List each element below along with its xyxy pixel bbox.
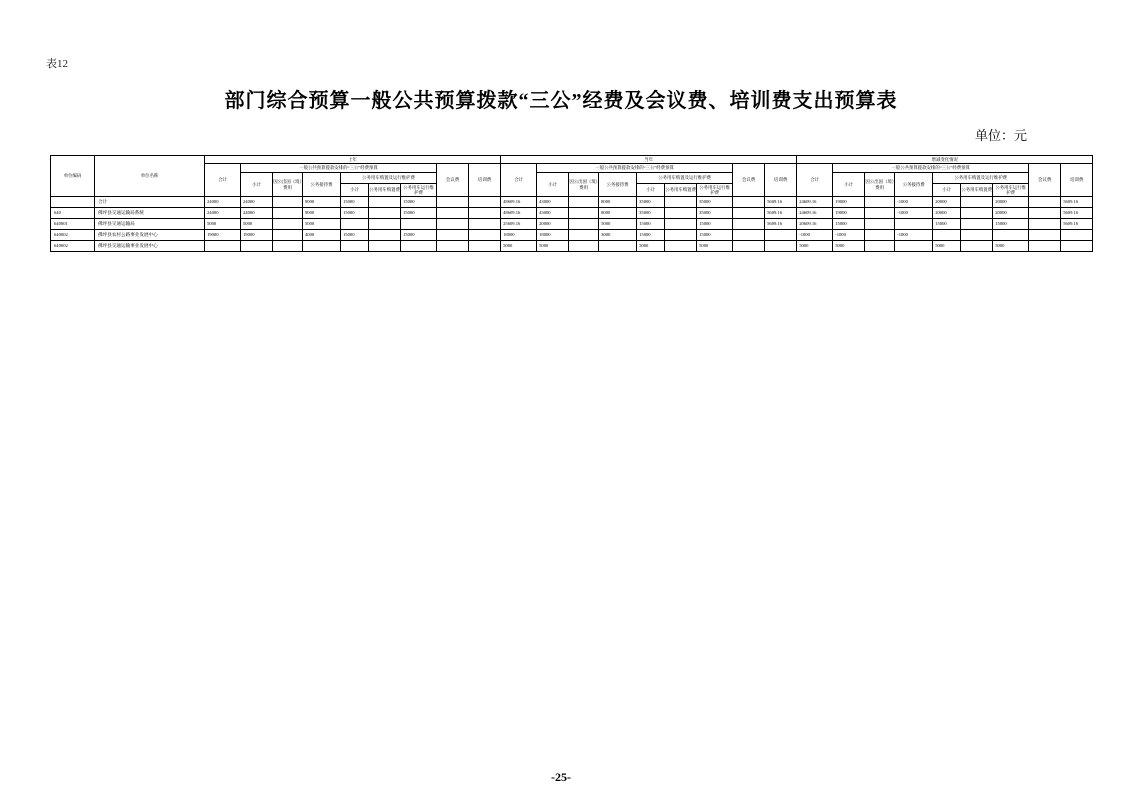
cell-chg-vehicle-sub — [933, 230, 961, 241]
cell-cur-meeting — [733, 197, 765, 208]
cell-prev-total — [205, 241, 241, 252]
header-cur-sangong: 一般公共预算拨款安排的“三公”经费预算 — [537, 164, 733, 173]
cell-cur-training: 5609.16 — [765, 208, 797, 219]
cell-chg-total: -1000 — [797, 230, 833, 241]
header-unit-code: 单位编码 — [51, 156, 95, 197]
cell-cur-reception: 3000 — [599, 230, 637, 241]
cell-chg-vehicle-sub: 5000 — [933, 241, 961, 252]
cell-chg-meeting — [1029, 230, 1061, 241]
cell-cur-vehicle-purchase — [665, 241, 697, 252]
cell-prev-subtotal — [241, 241, 273, 252]
sheet-label: 表12 — [46, 58, 68, 70]
cell-prev-meeting — [437, 241, 469, 252]
cell-unit-code: 640002 — [51, 241, 95, 252]
header-chg-vehicle-maintain: 公务用车运行维护费 — [993, 184, 1029, 197]
header-chg-reception: 公务接待费 — [895, 173, 933, 197]
cell-chg-total: 20609.16 — [797, 219, 833, 230]
cell-prev-total: 5000 — [205, 219, 241, 230]
cell-prev-vehicle-sub — [341, 241, 369, 252]
cell-chg-vehicle-maintain: 15000 — [993, 219, 1029, 230]
cell-cur-vehicle-sub: 5000 — [637, 241, 665, 252]
table-row — [51, 230, 1093, 241]
header-cur-abroad: 因公出国（境）费用 — [569, 173, 599, 197]
cell-unit-code: 640 — [51, 208, 95, 219]
header-cur-meeting: 会议费 — [733, 164, 765, 197]
cell-prev-vehicle-purchase — [369, 197, 401, 208]
header-chg-total: 合计 — [797, 164, 833, 197]
header-prev-reception: 公务接待费 — [303, 173, 341, 197]
table-header — [51, 156, 1093, 197]
cell-cur-total: 5000 — [501, 241, 537, 252]
cell-cur-abroad — [569, 230, 599, 241]
cell-cur-meeting — [733, 208, 765, 219]
header-group-current-year: 当年 — [501, 156, 797, 164]
cell-chg-reception: -1000 — [895, 230, 933, 241]
cell-prev-vehicle-maintain: 15000 — [401, 208, 437, 219]
cell-chg-reception — [895, 241, 933, 252]
cell-prev-subtotal: 19000 — [241, 230, 273, 241]
cell-prev-vehicle-maintain: 15000 — [401, 230, 437, 241]
header-chg-vehicle-subtotal: 小计 — [933, 184, 961, 197]
cell-prev-vehicle-sub: 15000 — [341, 208, 369, 219]
cell-prev-reception: 5000 — [303, 219, 341, 230]
cell-unit-name: 佛坪县农村公路事业发展中心 — [95, 230, 205, 241]
cell-prev-reception: 4000 — [303, 230, 341, 241]
header-chg-sangong: 一般公共预算拨款安排的“三公”经费预算 — [833, 164, 1029, 173]
cell-prev-training — [469, 230, 501, 241]
cell-prev-vehicle-purchase — [369, 208, 401, 219]
cell-prev-meeting — [437, 208, 469, 219]
header-prev-vehicle-subtotal: 小计 — [341, 184, 369, 197]
cell-chg-abroad — [865, 241, 895, 252]
header-group-change: 增减变化情况 — [797, 156, 1093, 164]
cell-cur-vehicle-sub: 35000 — [637, 197, 665, 208]
cell-chg-meeting — [1029, 219, 1061, 230]
cell-cur-vehicle-maintain: 15000 — [697, 219, 733, 230]
cell-prev-training — [469, 241, 501, 252]
header-unit-name: 单位名称 — [95, 156, 205, 197]
cell-chg-total: 24609.16 — [797, 197, 833, 208]
cell-cur-vehicle-purchase — [665, 230, 697, 241]
header-chg-meeting: 会议费 — [1029, 164, 1061, 197]
cell-prev-vehicle-maintain — [401, 219, 437, 230]
cell-cur-reception: 5000 — [599, 219, 637, 230]
header-cur-vehicle-group: 公务用车购置及运行维护费 — [637, 173, 733, 184]
cell-unit-name: 合计 — [95, 197, 205, 208]
cell-cur-reception — [599, 241, 637, 252]
header-prev-vehicle-purchase: 公务用车购置费 — [369, 184, 401, 197]
header-prev-total: 合计 — [205, 164, 241, 197]
cell-chg-training: 5609.16 — [1061, 219, 1093, 230]
cell-chg-vehicle-sub: 15000 — [933, 219, 961, 230]
cell-chg-vehicle-purchase — [961, 208, 993, 219]
cell-prev-training — [469, 208, 501, 219]
header-chg-training: 培训费 — [1061, 164, 1093, 197]
cell-cur-subtotal: 5000 — [537, 241, 569, 252]
cell-chg-training — [1061, 241, 1093, 252]
cell-chg-subtotal: 5000 — [833, 241, 865, 252]
table-row — [51, 208, 1093, 219]
cell-cur-subtotal: 43000 — [537, 197, 569, 208]
header-cur-vehicle-purchase: 公务用车购置费 — [665, 184, 697, 197]
cell-prev-abroad — [273, 208, 303, 219]
cell-prev-training — [469, 197, 501, 208]
cell-prev-subtotal: 24000 — [241, 208, 273, 219]
cell-prev-vehicle-sub: 15000 — [341, 197, 369, 208]
table-body — [51, 197, 1093, 252]
cell-cur-vehicle-maintain: 35000 — [697, 208, 733, 219]
unit-label: 单位：元 — [974, 128, 1027, 143]
header-prev-subtotal: 小计 — [241, 173, 273, 197]
cell-prev-reception: 9000 — [303, 197, 341, 208]
cell-cur-vehicle-maintain: 15000 — [697, 230, 733, 241]
cell-cur-training: 5609.16 — [765, 197, 797, 208]
cell-prev-total: 24000 — [205, 197, 241, 208]
cell-prev-vehicle-sub — [341, 219, 369, 230]
cell-chg-training — [1061, 230, 1093, 241]
cell-cur-training: 5609.16 — [765, 219, 797, 230]
cell-cur-total: 48609.16 — [501, 208, 537, 219]
cell-prev-subtotal: 24000 — [241, 197, 273, 208]
cell-chg-vehicle-maintain: 20000 — [993, 208, 1029, 219]
cell-chg-subtotal: 15000 — [833, 219, 865, 230]
header-cur-vehicle-maintain: 公务用车运行维护费 — [697, 184, 733, 197]
cell-prev-vehicle-purchase — [369, 219, 401, 230]
cell-chg-meeting — [1029, 208, 1061, 219]
cell-cur-abroad — [569, 219, 599, 230]
cell-chg-training: 5609.16 — [1061, 208, 1093, 219]
cell-chg-abroad — [865, 197, 895, 208]
cell-cur-vehicle-maintain: 5000 — [697, 241, 733, 252]
cell-cur-abroad — [569, 208, 599, 219]
cell-cur-training — [765, 241, 797, 252]
cell-unit-code — [51, 197, 95, 208]
cell-chg-reception: -1000 — [895, 197, 933, 208]
cell-prev-abroad — [273, 197, 303, 208]
cell-chg-vehicle-sub: 20000 — [933, 208, 961, 219]
budget-table — [50, 155, 1093, 252]
cell-cur-vehicle-maintain: 35000 — [697, 197, 733, 208]
cell-unit-name: 佛坪县交通运输局 — [95, 219, 205, 230]
table-row — [51, 219, 1093, 230]
table-row — [51, 241, 1093, 252]
header-cur-vehicle-subtotal: 小计 — [637, 184, 665, 197]
cell-prev-reception: 9000 — [303, 208, 341, 219]
header-chg-vehicle-purchase: 公务用车购置费 — [961, 184, 993, 197]
cell-chg-vehicle-purchase — [961, 241, 993, 252]
cell-chg-reception — [895, 219, 933, 230]
header-cur-total: 合计 — [501, 164, 537, 197]
cell-cur-vehicle-sub: 15000 — [637, 219, 665, 230]
cell-prev-abroad — [273, 241, 303, 252]
header-prev-sangong: 一般公共预算拨款安排的“三公”经费预算 — [241, 164, 437, 173]
cell-cur-subtotal: 20000 — [537, 219, 569, 230]
header-prev-abroad: 因公出国（境）费用 — [273, 173, 303, 197]
cell-chg-vehicle-purchase — [961, 197, 993, 208]
header-chg-abroad: 因公出国（境）费用 — [865, 173, 895, 197]
cell-cur-reception: 8000 — [599, 197, 637, 208]
cell-chg-reception: -1000 — [895, 208, 933, 219]
header-prev-meeting: 会议费 — [437, 164, 469, 197]
cell-chg-abroad — [865, 208, 895, 219]
cell-prev-meeting — [437, 219, 469, 230]
cell-cur-total: 48609.16 — [501, 197, 537, 208]
cell-chg-abroad — [865, 219, 895, 230]
cell-cur-total: 25609.16 — [501, 219, 537, 230]
header-chg-subtotal: 小计 — [833, 173, 865, 197]
header-prev-training: 培训费 — [469, 164, 501, 197]
cell-prev-abroad — [273, 230, 303, 241]
page-number: -25- — [551, 770, 571, 784]
table-row — [51, 197, 1093, 208]
cell-chg-vehicle-purchase — [961, 230, 993, 241]
cell-cur-meeting — [733, 230, 765, 241]
cell-chg-subtotal: 19000 — [833, 197, 865, 208]
cell-prev-total: 24000 — [205, 208, 241, 219]
cell-chg-total: 5000 — [797, 241, 833, 252]
header-cur-reception: 公务接待费 — [599, 173, 637, 197]
cell-cur-meeting — [733, 241, 765, 252]
cell-cur-total: 18000 — [501, 230, 537, 241]
cell-cur-vehicle-purchase — [665, 219, 697, 230]
cell-cur-vehicle-sub: 35000 — [637, 208, 665, 219]
header-group-previous-year: 上年 — [205, 156, 501, 164]
cell-chg-vehicle-maintain: 20000 — [993, 197, 1029, 208]
cell-cur-training — [765, 230, 797, 241]
cell-prev-reception — [303, 241, 341, 252]
cell-prev-vehicle-purchase — [369, 230, 401, 241]
header-cur-training: 培训费 — [765, 164, 797, 197]
cell-cur-vehicle-sub: 15000 — [637, 230, 665, 241]
cell-chg-abroad — [865, 230, 895, 241]
cell-prev-vehicle-maintain — [401, 241, 437, 252]
cell-cur-vehicle-purchase — [665, 197, 697, 208]
cell-chg-meeting — [1029, 197, 1061, 208]
header-cur-subtotal: 小计 — [537, 173, 569, 197]
cell-chg-vehicle-purchase — [961, 219, 993, 230]
cell-unit-name: 佛坪县交通运输局系统 — [95, 208, 205, 219]
cell-unit-name: 佛坪县交通运输事业发展中心 — [95, 241, 205, 252]
cell-chg-vehicle-maintain — [993, 230, 1029, 241]
cell-cur-abroad — [569, 241, 599, 252]
header-chg-vehicle-group: 公务用车购置及运行维护费 — [933, 173, 1029, 184]
cell-prev-vehicle-maintain: 15000 — [401, 197, 437, 208]
cell-cur-subtotal: 18000 — [537, 230, 569, 241]
cell-cur-subtotal: 43000 — [537, 208, 569, 219]
cell-prev-vehicle-purchase — [369, 241, 401, 252]
cell-cur-reception: 8000 — [599, 208, 637, 219]
cell-unit-code: 640001 — [51, 219, 95, 230]
cell-chg-training: 5609.16 — [1061, 197, 1093, 208]
cell-prev-subtotal: 5000 — [241, 219, 273, 230]
cell-cur-abroad — [569, 197, 599, 208]
cell-cur-vehicle-purchase — [665, 208, 697, 219]
cell-chg-meeting — [1029, 241, 1061, 252]
page-title: 部门综合预算一般公共预算拨款“三公”经费及会议费、培训费支出预算表 — [224, 90, 898, 112]
cell-prev-meeting — [437, 197, 469, 208]
cell-prev-total: 19000 — [205, 230, 241, 241]
header-prev-vehicle-maintain: 公务用车运行维护费 — [401, 184, 437, 197]
cell-chg-subtotal: 19000 — [833, 208, 865, 219]
header-prev-vehicle-group: 公务用车购置及运行维护费 — [341, 173, 437, 184]
cell-cur-meeting — [733, 219, 765, 230]
cell-prev-vehicle-sub: 15000 — [341, 230, 369, 241]
cell-chg-subtotal: -1000 — [833, 230, 865, 241]
cell-unit-code: 640002 — [51, 230, 95, 241]
cell-prev-training — [469, 219, 501, 230]
cell-prev-meeting — [437, 230, 469, 241]
cell-chg-total: 24609.16 — [797, 208, 833, 219]
budget-table-wrapper — [50, 155, 1084, 252]
cell-chg-vehicle-sub: 20000 — [933, 197, 961, 208]
cell-chg-vehicle-maintain: 5000 — [993, 241, 1029, 252]
cell-prev-abroad — [273, 219, 303, 230]
